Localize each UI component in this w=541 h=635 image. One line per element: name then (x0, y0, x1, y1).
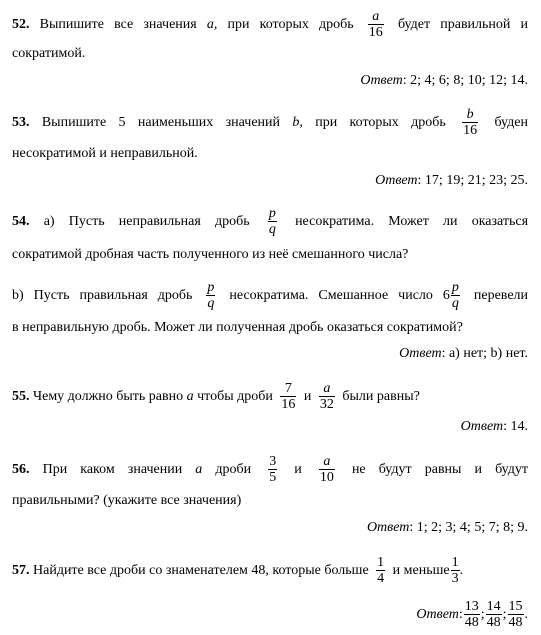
problem-57-answer: Ответ: $\frac{13}{48}$ ; $\frac{14}{48}$ ; $\frac{15}{48}$ . (416, 599, 528, 630)
fraction: $\frac{a}{10}$ (319, 454, 334, 485)
fraction: $\frac{a}{32}$ (319, 381, 334, 412)
answer-label: Ответ (416, 607, 459, 623)
problem-number: 55. (12, 389, 30, 405)
problem-number: 52. (12, 17, 30, 33)
problem-55-answer: Ответ: 14. (460, 419, 528, 434)
answer-label: Ответ (460, 419, 504, 434)
variable: a, (206, 17, 218, 33)
fraction: $\frac{15}{48}$ (508, 599, 523, 630)
problem-56-line-2: правильными? (укажите все значения) (12, 493, 242, 508)
problem-54-line-1: 54. а) Пусть неправильная дробь $\frac{p}{q}$ несократима. Может ли оказаться (12, 206, 529, 237)
fraction: $\frac{14}{48}$ (486, 599, 501, 630)
answer-label: Ответ (360, 73, 403, 88)
fraction: $\frac{b}{16}$ (463, 107, 478, 138)
problem-52-line-1: 52. Выпишите все значения a, при которых дробь $\frac{a}{16}$ будет правильной и (12, 9, 529, 40)
problem-53-answer: Ответ: 17; 19; 21; 23; 25. (375, 173, 528, 188)
problem-number: 53. (12, 115, 30, 131)
fraction: $\frac{13}{48}$ (464, 599, 479, 630)
problem-52-line-2: сократимой. (12, 46, 86, 61)
problem-57-line-1: 57. Найдите все дроби со знаменателем 48, которые больше $\frac{1}{4}$ и меньше $\frac{1}{3}$ . (12, 555, 464, 586)
answer-label: Ответ (366, 520, 410, 535)
answer-label: Ответ (399, 346, 442, 361)
problem-54-line-2: сократимой дробная часть полученного из неё смешанного числа? (12, 247, 409, 262)
problem-53-line-2: несократимой и неправильной. (12, 146, 198, 161)
fraction: $\frac{1}{3}$ (451, 555, 459, 586)
fraction: $\frac{1}{4}$ (377, 555, 385, 586)
problem-55-line-1: 55. Чему должно быть равно a чтобы дроби $\frac{7}{16}$ и $\frac{a}{32}$ были равны? (12, 381, 420, 412)
fraction: $\frac{7}{16}$ (281, 381, 296, 412)
fraction: $\frac{p}{q}$ (451, 280, 459, 311)
problem-54-line-3: b) Пусть правильная дробь $\frac{p}{q}$ несократима. Смешанное число 6 $\frac{p}{q}$ перевели (12, 280, 529, 311)
problem-53-line-1: 53. Выпишите 5 наименьших значений b, при которых дробь $\frac{b}{16}$ буден (12, 107, 528, 138)
variable: b, (292, 115, 303, 131)
fraction: $\frac{3}{5}$ (269, 454, 277, 485)
problem-number: 57. (12, 563, 30, 579)
variable: a (186, 389, 194, 405)
problem-54-line-4: в неправильную дробь. Может ли полученная дробь оказаться сократимой? (12, 320, 463, 335)
problem-52-answer: Ответ: 2; 4; 6; 8; 10; 12; 14. (360, 73, 528, 88)
problem-54-answer: Ответ: а) нет; b) нет. (399, 346, 528, 361)
problem-56-line-1: 56. При каком значении a дроби $\frac{3}{5}$ и $\frac{a}{10}$ не будут равны и будут (12, 454, 529, 485)
variable: a (195, 462, 203, 478)
problem-56-answer: Ответ: 1; 2; 3; 4; 5; 7; 8; 9. (366, 520, 528, 535)
fraction: $\frac{p}{q}$ (207, 280, 215, 311)
problem-number: 54. (12, 214, 30, 230)
fraction: $\frac{p}{q}$ (268, 206, 276, 237)
problem-number: 56. (12, 462, 30, 478)
answer-label: Ответ (375, 173, 418, 188)
fraction: $\frac{a}{16}$ (368, 9, 383, 40)
